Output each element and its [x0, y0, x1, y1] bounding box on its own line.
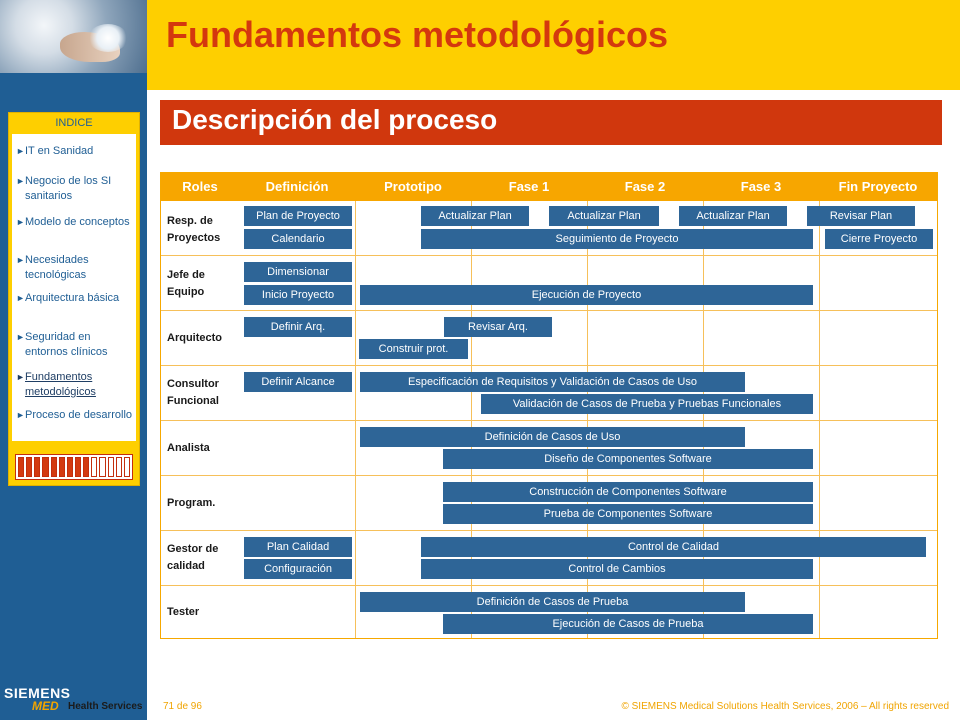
page-title: Fundamentos metodológicos [166, 14, 669, 55]
page-number: 71 de 96 [163, 701, 202, 712]
task-bar: Prueba de Componentes Software [443, 504, 813, 524]
task-bar: Definir Arq. [244, 317, 352, 337]
arrow-right-icon: ► [16, 410, 25, 420]
task-bar: Definir Alcance [244, 372, 352, 392]
task-bar: Diseño de Componentes Software [443, 449, 813, 469]
column-header: Fase 1 [508, 179, 550, 194]
index-panel [8, 112, 140, 486]
task-bar: Ejecución de Proyecto [360, 285, 813, 305]
row-divider [161, 530, 937, 531]
task-bar: Actualizar Plan [679, 206, 787, 226]
index-item-negocio[interactable]: ► Negocio de los SI sanitarios [16, 175, 112, 202]
task-bar: Plan Calidad [244, 537, 352, 557]
index-item-modelo[interactable]: ► Modelo de conceptos [16, 216, 130, 228]
row-divider [161, 310, 937, 311]
progress-segment [83, 457, 89, 477]
index-item-it-sanidad[interactable]: ► IT en Sanidad [16, 145, 94, 157]
arrow-right-icon: ► [16, 217, 25, 227]
progress-segment [91, 457, 97, 477]
copyright-text: © SIEMENS Medical Solutions Health Services, 2006 – All rights reserved [621, 701, 949, 712]
column-header: Fin Proyecto [838, 179, 918, 194]
arrow-right-icon: ► [16, 176, 25, 186]
task-bar: Inicio Proyecto [244, 285, 352, 305]
role-label: Consultor Funcional [167, 378, 219, 407]
index-item-necesidades[interactable]: ► Necesidades tecnológicas [16, 254, 89, 281]
progress-segment [51, 457, 57, 477]
column-header: Prototipo [384, 179, 442, 194]
table-header [161, 173, 937, 201]
index-item-arquitectura[interactable]: ► Arquitectura básica [16, 292, 120, 304]
arrow-right-icon: ► [16, 255, 25, 265]
progress-segment [42, 457, 48, 477]
progress-segment [75, 457, 81, 477]
task-bar: Control de Cambios [421, 559, 813, 579]
progress-segment [26, 457, 32, 477]
section-title: Descripción del proceso [172, 104, 498, 135]
progress-segment [67, 457, 73, 477]
role-label: Tester [167, 606, 200, 618]
task-bar: Revisar Plan [807, 206, 915, 226]
task-bar: Especificación de Requisitos y Validación de Casos de Uso [360, 372, 745, 392]
task-bar: Dimensionar [244, 262, 352, 282]
column-header: Definición [265, 179, 329, 194]
progress-segment [108, 457, 114, 477]
progress-segment [18, 457, 24, 477]
task-bar: Configuración [244, 559, 352, 579]
health-services-logo: Health Services [68, 701, 143, 712]
task-bar: Actualizar Plan [549, 206, 659, 226]
task-bar: Cierre Proyecto [825, 229, 933, 249]
index-item-seguridad[interactable]: ► Seguridad en entornos clínicos [16, 331, 108, 358]
column-header: Fase 3 [740, 179, 782, 194]
progress-segment [124, 457, 130, 477]
arrow-right-icon: ► [16, 146, 25, 156]
role-label: Gestor de calidad [167, 543, 219, 572]
process-table [160, 172, 938, 639]
light-glow-image [88, 24, 128, 52]
index-item-fundamentos[interactable]: ► Fundamentos metodológicos [16, 371, 96, 398]
task-bar: Validación de Casos de Prueba y Pruebas Funcionales [481, 394, 813, 414]
role-label: Resp. de Proyectos [167, 215, 221, 244]
task-bar: Construcción de Componentes Software [443, 482, 813, 502]
task-bar: Plan de Proyecto [244, 206, 352, 226]
role-label: Jefe de Equipo [167, 269, 205, 298]
task-bar: Revisar Arq. [444, 317, 552, 337]
task-bar: Definición de Casos de Uso [360, 427, 745, 447]
task-bar: Construir prot. [359, 339, 468, 359]
progress-segment [34, 457, 40, 477]
row-divider [161, 365, 937, 366]
row-divider [161, 585, 937, 586]
progress-segment [59, 457, 65, 477]
task-bar: Calendario [244, 229, 352, 249]
row-divider [161, 255, 937, 256]
index-list [12, 134, 136, 441]
task-bar: Ejecución de Casos de Prueba [443, 614, 813, 634]
task-bar: Actualizar Plan [421, 206, 529, 226]
column-header: Roles [182, 179, 218, 194]
arrow-right-icon: ► [16, 293, 25, 303]
index-heading: INDICE [55, 117, 93, 129]
task-bar: Seguimiento de Proyecto [421, 229, 813, 249]
role-label: Analista [167, 442, 210, 454]
row-divider [161, 420, 937, 421]
arrow-right-icon: ► [16, 372, 25, 382]
row-divider [161, 475, 937, 476]
med-logo: MED [32, 699, 59, 713]
header-photo [0, 0, 147, 73]
task-bar: Control de Calidad [421, 537, 926, 557]
index-item-proceso[interactable]: ► Proceso de desarrollo [16, 409, 133, 421]
index-progress-bar [15, 454, 133, 480]
progress-segment [116, 457, 122, 477]
progress-segment [99, 457, 105, 477]
role-label: Arquitecto [167, 332, 222, 344]
task-bar: Definición de Casos de Prueba [360, 592, 745, 612]
column-header: Fase 2 [624, 179, 666, 194]
arrow-right-icon: ► [16, 332, 25, 342]
siemens-logo: SIEMENS [4, 685, 71, 701]
role-label: Program. [167, 497, 216, 509]
